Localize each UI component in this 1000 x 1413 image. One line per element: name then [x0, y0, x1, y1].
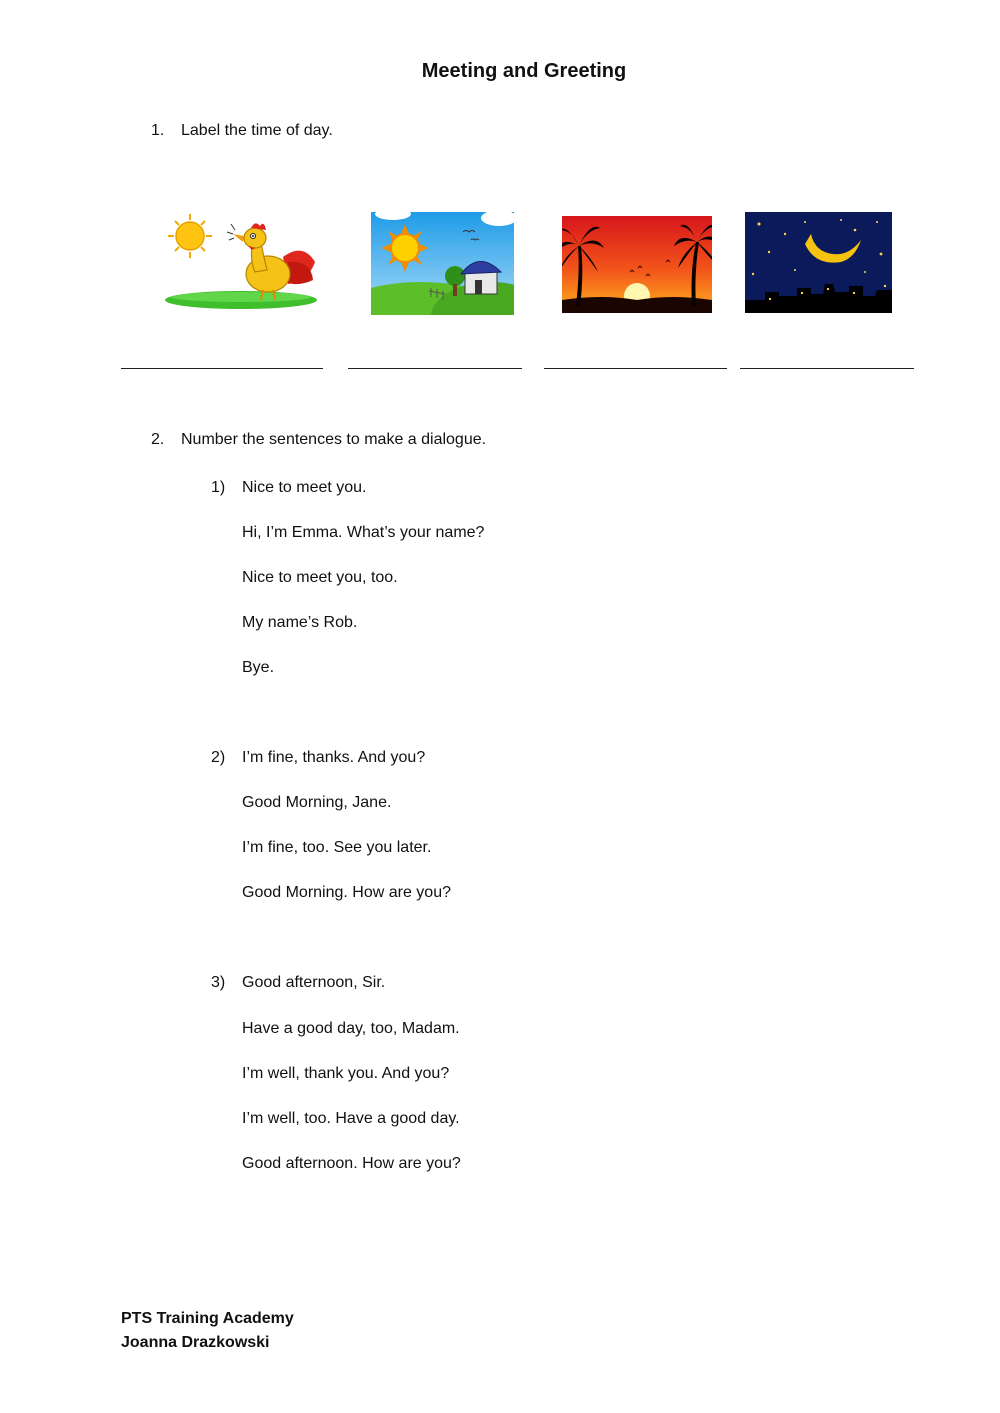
- dialogue-3-line-3: I’m well, thank you. And you?: [242, 1065, 450, 1082]
- dialogue-2-line-4: Good Morning. How are you?: [242, 884, 451, 901]
- dialogue-2-line-3: I’m fine, too. See you later.: [242, 839, 432, 856]
- dialogue-1-line-5: Bye.: [242, 659, 275, 676]
- question-2-number: 2.: [151, 431, 165, 448]
- dialogue-3-line-1: Good afternoon, Sir.: [242, 974, 386, 991]
- answer-blank-2[interactable]: [348, 368, 522, 369]
- answer-blank-1[interactable]: [121, 368, 323, 369]
- question-2-text: Number the sentences to make a dialogue.: [181, 431, 487, 448]
- dialogue-2-line-2: Good Morning, Jane.: [242, 794, 392, 811]
- dialogue-1-line-3: Nice to meet you, too.: [242, 569, 398, 586]
- dialogue-2-line-1: I’m fine, thanks. And you?: [242, 749, 426, 766]
- dialogue-3-line-5: Good afternoon. How are you?: [242, 1155, 461, 1172]
- footer-author: Joanna Drazkowski: [121, 1334, 270, 1351]
- sunset-icon: [562, 216, 712, 313]
- page-title: Meeting and Greeting: [421, 60, 627, 82]
- question-1-number: 1.: [151, 122, 165, 139]
- dialogue-3-number: 3): [211, 974, 226, 991]
- sunny-day-icon: [371, 212, 514, 315]
- answer-blank-3[interactable]: [544, 368, 727, 369]
- dialogue-1-line-4: My name’s Rob.: [242, 614, 358, 631]
- dialogue-3-line-2: Have a good day, too, Madam.: [242, 1020, 460, 1037]
- dialogue-1-line-1: Nice to meet you.: [242, 479, 367, 496]
- footer-organization: PTS Training Academy: [121, 1310, 294, 1327]
- night-moon-icon: [745, 212, 892, 313]
- dialogue-3-line-4: I’m well, too. Have a good day.: [242, 1110, 460, 1127]
- answer-blank-4[interactable]: [740, 368, 914, 369]
- question-1-text: Label the time of day.: [181, 122, 333, 139]
- dialogue-1-number: 1): [211, 479, 226, 496]
- dialogue-2-number: 2): [211, 749, 226, 766]
- rooster-morning-icon: [163, 212, 321, 312]
- dialogue-1-line-2: Hi, I’m Emma. What’s your name?: [242, 524, 485, 541]
